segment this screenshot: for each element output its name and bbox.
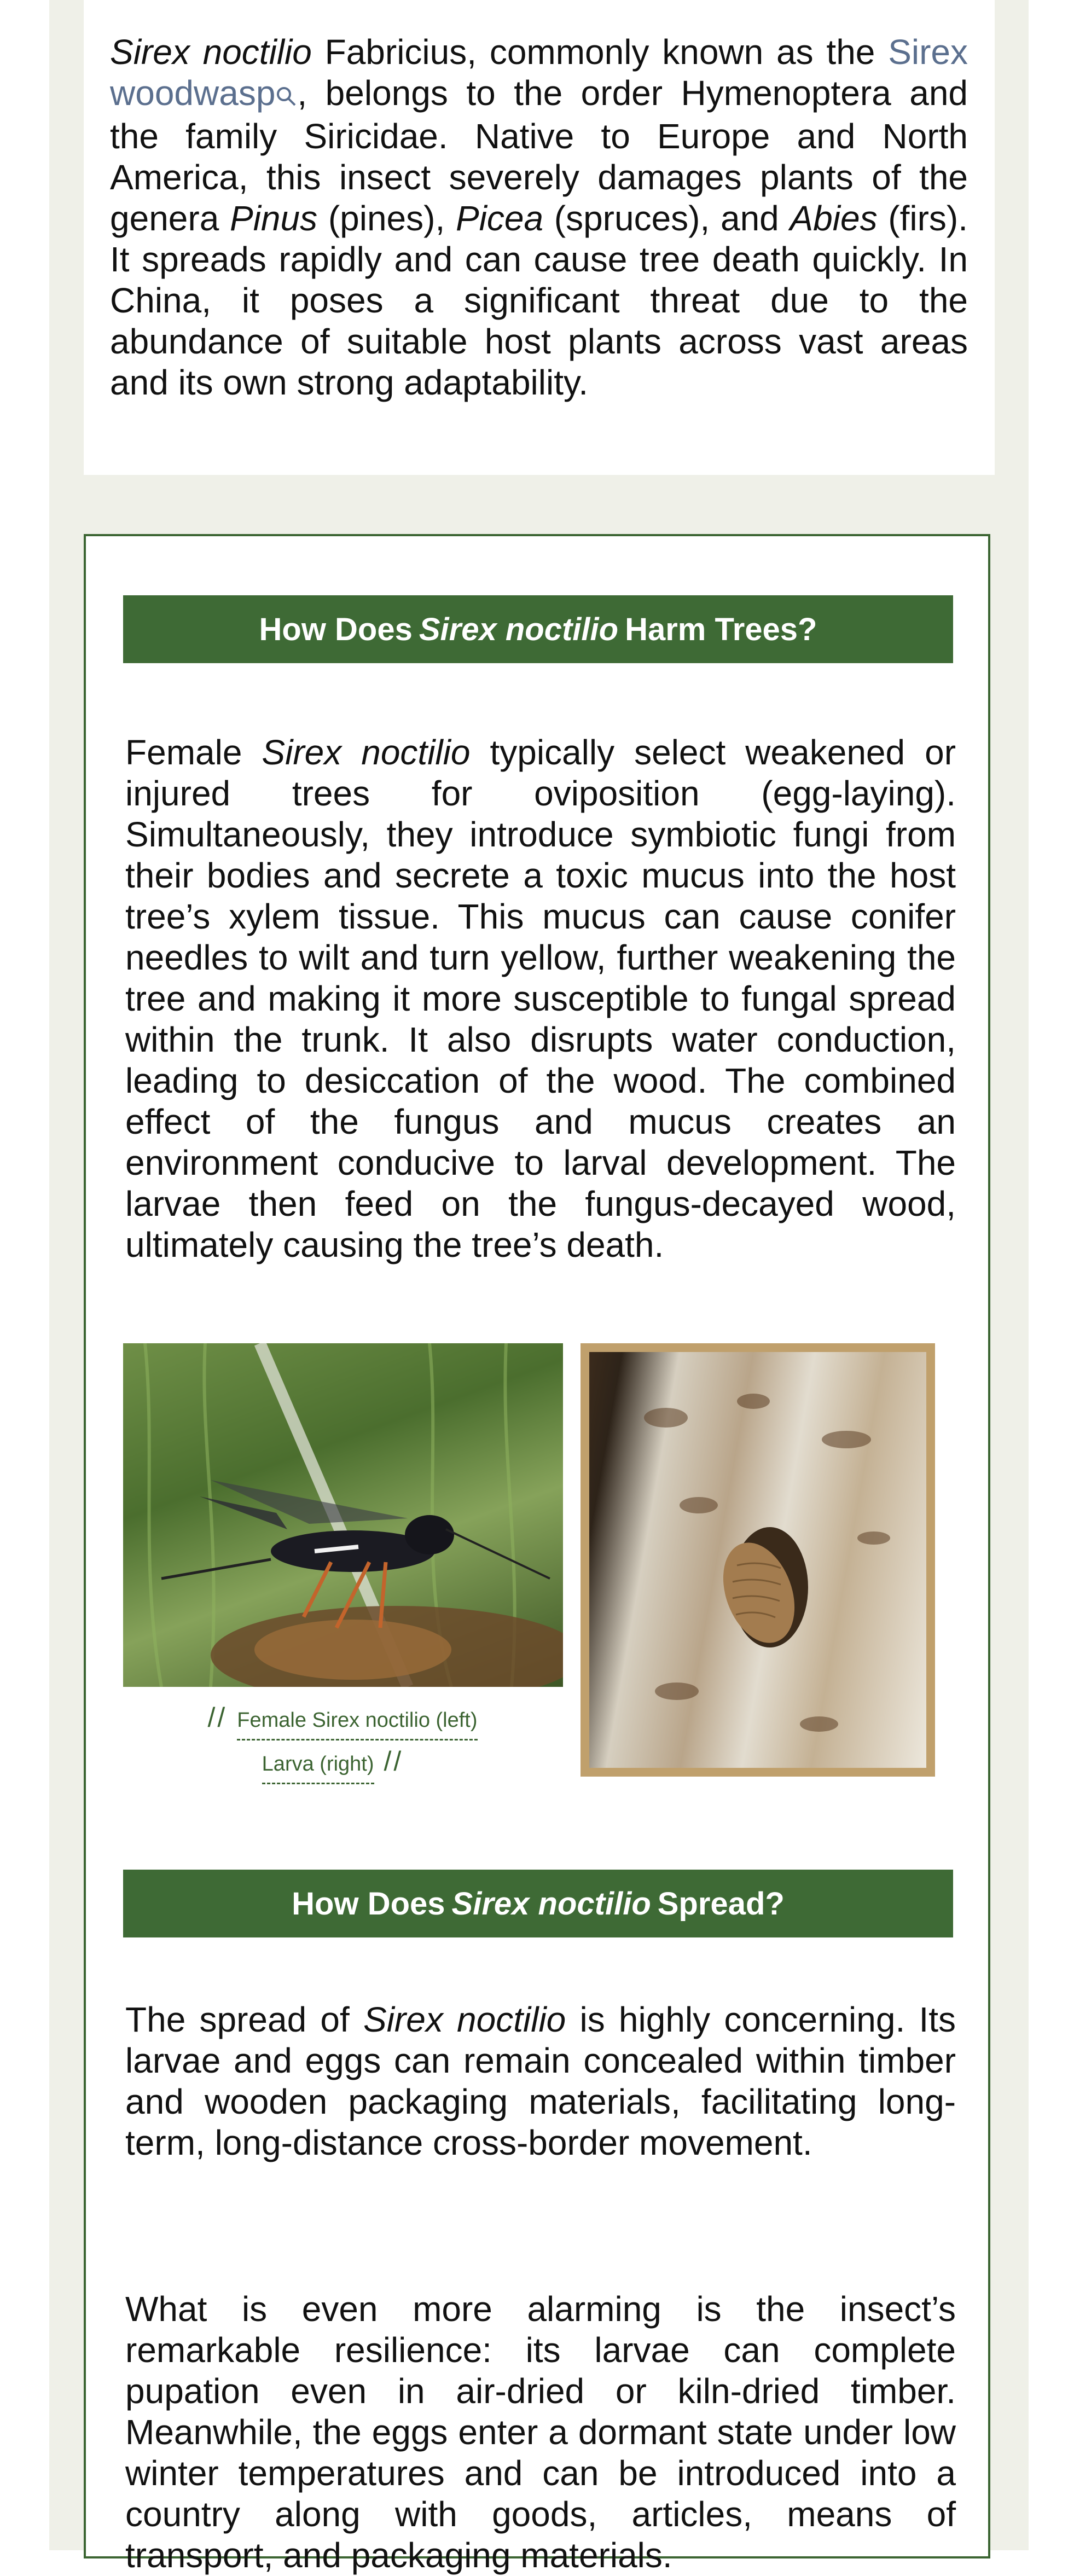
heading-species: Sirex noctilio (451, 1885, 651, 1922)
caption-slash: // (207, 1702, 228, 1733)
caption-female: Female Sirex noctilio (left) (237, 1709, 477, 1740)
link-label: Sirex woodwasp (110, 32, 968, 113)
heading-text: How Does (259, 611, 413, 647)
species-name: Sirex noctilio (110, 32, 312, 72)
para-text: Female (125, 733, 262, 772)
para-text: is highly concerning. Its larvae and eggs can remain concealed within timber and wooden packaging materials, facilitating long-term, long-distance cross-border movement. (125, 2000, 956, 2162)
intro-text-3: (pines), (317, 199, 456, 238)
caption-slash: // (384, 1746, 404, 1777)
spread-paragraph-2: What is even more alarming is the insect’s remarkable resilience: its larvae can complete pupation even in air-dried or kiln-dried timber. Meanwhile, the eggs enter a dormant state under low winter temperatures and can be introduced into a country along with goods, articles, means of transport, and packaging materials. (125, 2289, 956, 2575)
genus-pinus: Pinus (230, 199, 318, 238)
section-heading-harm (123, 595, 953, 663)
genus-abies: Abies (790, 199, 878, 238)
heading-species: Sirex noctilio (419, 611, 619, 647)
larva-illustration (589, 1352, 926, 1768)
female-sirex-photo (123, 1343, 563, 1687)
harm-paragraph (125, 732, 956, 1266)
intro-text-1: Fabricius, commonly known as the (311, 32, 889, 72)
para-species: Sirex noctilio (363, 2000, 566, 2039)
intro-card (84, 0, 995, 475)
para-text: typically select weakened or injured trees for oviposition (egg-laying). Simultaneously, they introduce symbiotic fungi from their bodies and secrete a toxic mucus into the host tree’s xylem tissue. This mucus can cause conifer needles to wilt and turn yellow, further weakening the tree and making it more susceptible to fungal spread within the trunk. It also disrupts water conduction, leading to desiccation of the wood. The combined effect of the fungus and mucus creates an environment conducive to larval development. The larvae then feed on the fungus-decayed wood, ultimately causing the tree’s death. (125, 733, 956, 1264)
intro-text-4: (spruces), and (543, 199, 790, 238)
caption-larva: Larva (right) (262, 1753, 374, 1784)
para-text: The spread of (125, 2000, 363, 2039)
search-icon (275, 75, 297, 116)
spread-paragraph-1 (125, 1999, 956, 2163)
figure-caption-right (168, 1745, 507, 1784)
content-card (84, 534, 990, 2575)
section-heading-spread (123, 1870, 953, 1937)
genus-picea: Picea (455, 199, 544, 238)
para-species: Sirex noctilio (262, 733, 471, 772)
figure-caption-left (168, 1702, 507, 1740)
heading-text: How Does (292, 1885, 445, 1922)
heading-text: Harm Trees? (625, 611, 817, 647)
larva-photo (589, 1352, 926, 1768)
intro-paragraph (110, 32, 968, 403)
wasp-illustration (123, 1343, 563, 1687)
larva-photo-frame (581, 1343, 935, 1777)
intro-text-5: (firs). It spreads rapidly and can cause tree death quickly. In China, it poses a significant threat due to the abundance of suitable host plants across vast areas and its own strong adaptability. (110, 199, 968, 402)
heading-text: Spread? (657, 1885, 785, 1922)
intro-text-2: , belongs to the order Hymenoptera and the family Siricidae. Native to Europe and North America, this insect severely damages plants of the genera (110, 73, 968, 238)
